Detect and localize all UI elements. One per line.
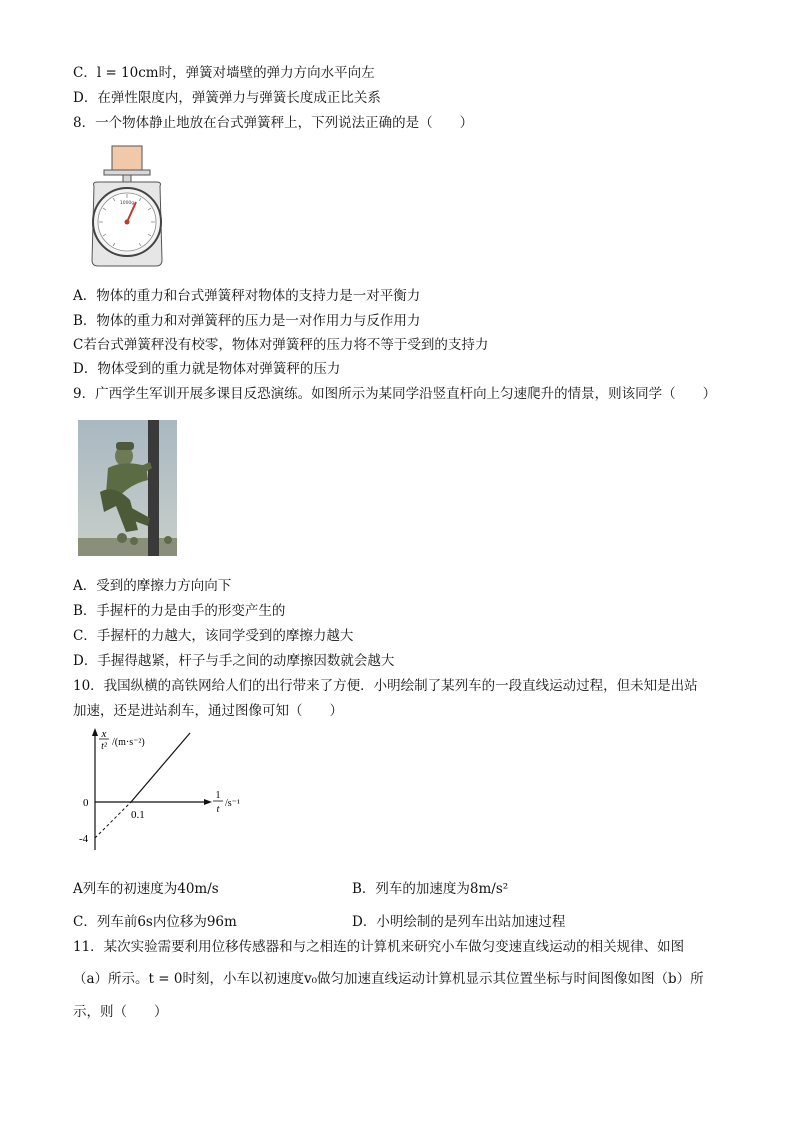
dashed-extension <box>95 802 131 838</box>
q11-stem-line1: 11．某次实验需要利用位移传感器和与之相连的计算机来研究小车做匀变速直线运动的相关规律、如图 <box>73 939 685 955</box>
pole-climbing-photo <box>78 420 177 556</box>
q10-stem-line1: 10．我国纵横的高铁网给人们的出行带来了方便．小明绘制了某列车的一段直线运动过程，但未知是出站 <box>73 678 698 694</box>
origin-label: 0 <box>83 797 89 809</box>
x-tick-label: 0.1 <box>131 809 145 821</box>
q9-option-b: B．手握杆的力是由手的形变产生的 <box>73 603 286 619</box>
dial-label: 1000g <box>119 201 135 206</box>
y-axis-label: /(m·s⁻²) <box>112 737 145 748</box>
q8-option-a: A．物体的重力和台式弹簧秤对物体的支持力是一对平衡力 <box>73 288 421 304</box>
q11-stem-line2: （a）所示。t = 0时刻，小车以初速度v₀做匀加速直线运动计算机显示其位置坐标与时间图像如图（b）所 <box>73 971 704 987</box>
q8-stem: 8．一个物体静止地放在台式弹簧秤上，下列说法正确的是（ ） <box>73 115 474 131</box>
y-frac-bottom: t² <box>101 741 107 752</box>
q9-option-d: D．手握得越紧，杆子与手之间的动摩擦因数就会越大 <box>73 653 395 669</box>
q8-option-c: C若台式弹簧秤没有校零，物体对弹簧秤的压力将不等于受到的支持力 <box>73 337 489 353</box>
q9-option-c: C．手握杆的力越大，该同学受到的摩擦力越大 <box>73 628 354 644</box>
y-frac-top: x <box>101 728 107 740</box>
scale-platform <box>104 170 150 175</box>
q8-option-b: B．物体的重力和对弹簧秤的压力是一对作用力与反作用力 <box>73 313 421 329</box>
q7-option-c: C．l = 10cm时，弹簧对墙壁的弹力方向水平向左 <box>73 65 375 81</box>
q8-option-d: D．物体受到的重力就是物体对弹簧秤的压力 <box>73 361 341 377</box>
q10-option-b: B．列车的加速度为8m/s² <box>352 881 509 897</box>
x-over-t2-graph <box>72 725 262 860</box>
q9-option-a: A．受到的摩擦力方向向下 <box>73 578 232 594</box>
q7-option-d: D．在弹性限度内，弹簧弹力与弹簧长度成正比关系 <box>73 90 381 106</box>
q10-option-d: D．小明绘制的是列车出站加速过程 <box>352 914 566 930</box>
x-frac-bottom: t <box>216 804 220 815</box>
spring-scale-figure <box>84 142 170 270</box>
q10-option-a: A列车的初速度为40m/s <box>73 881 219 897</box>
x-frac-top: 1 <box>215 790 221 801</box>
q9-stem: 9．广西学生军训开展多课目反恐演练。如图所示为某同学沿竖直杆向上匀速爬升的情景，则该同学（ ） <box>73 386 717 402</box>
q10-option-c: C．列车前6s内位移为96m <box>73 914 237 930</box>
pole <box>148 420 159 556</box>
q10-stem-line2: 加速，还是进站刹车，通过图像可知（ ） <box>73 703 343 719</box>
y-tick-label: -4 <box>79 833 89 845</box>
x-axis-label: /s⁻¹ <box>225 798 240 809</box>
object-box <box>112 146 142 172</box>
q11-stem-line3: 示，则（ ） <box>73 1004 168 1020</box>
